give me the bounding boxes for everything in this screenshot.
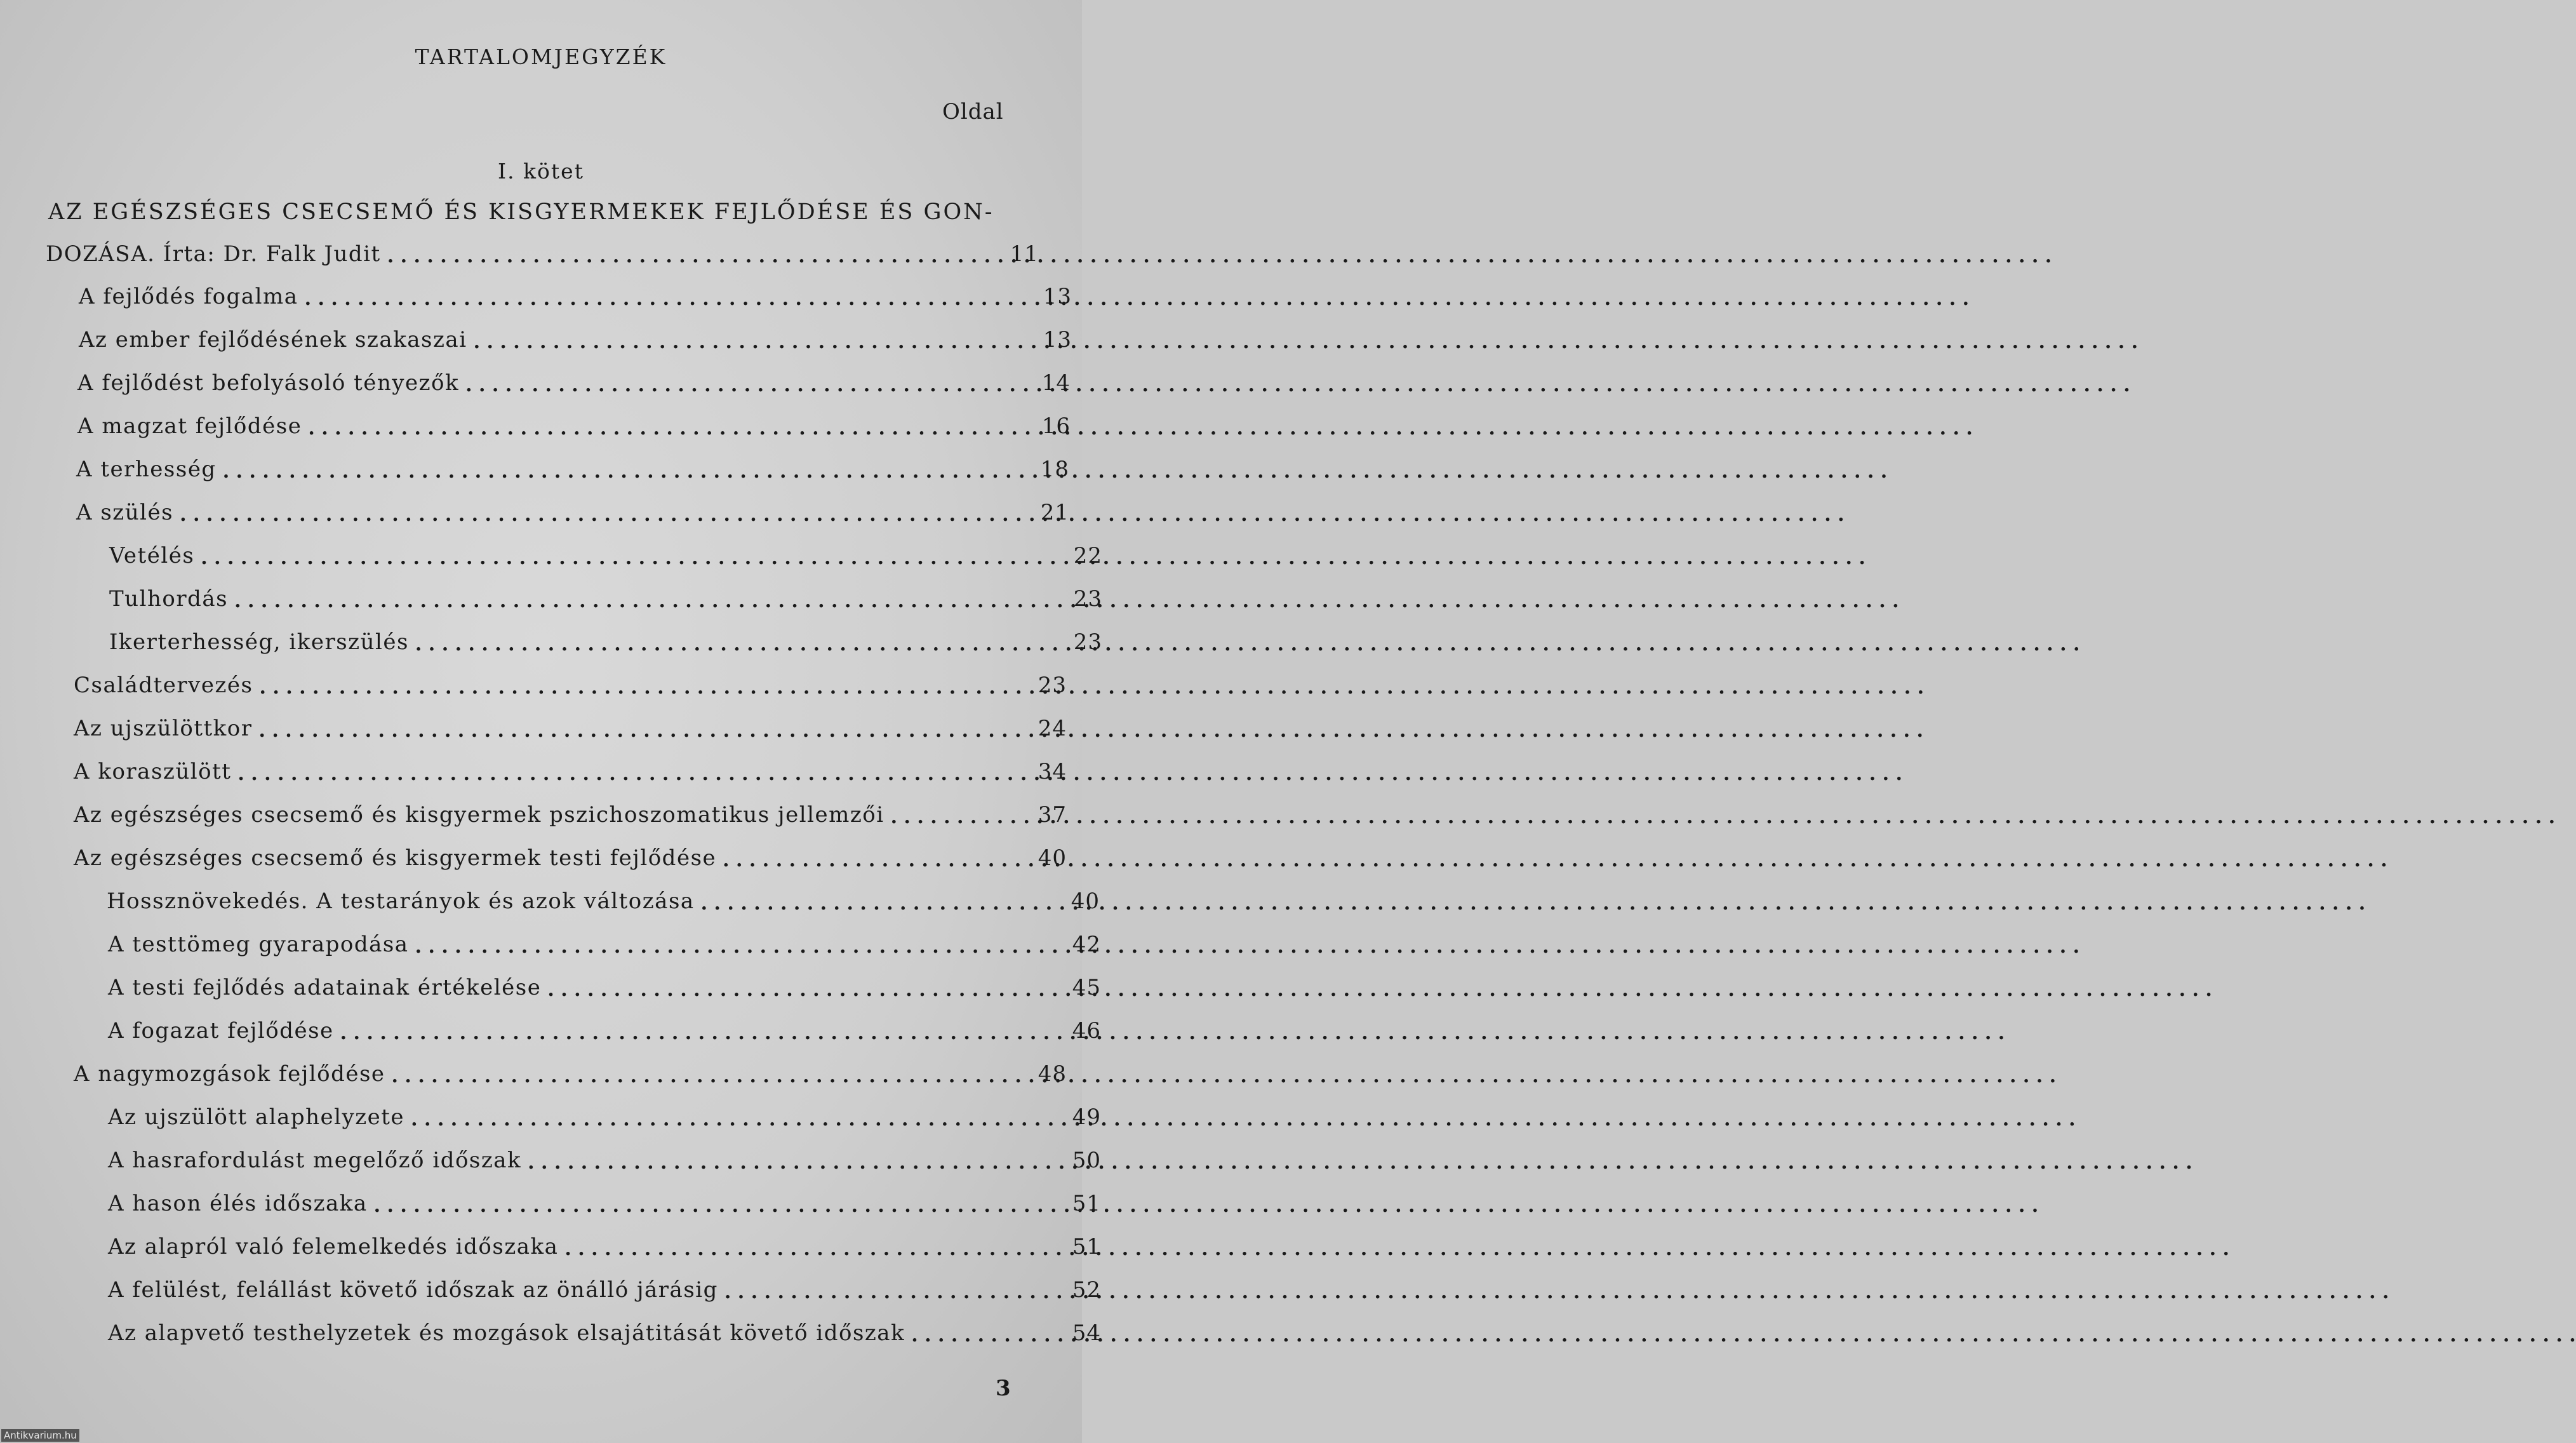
toc-entry-title: A testtömeg gyarapodása: [108, 932, 409, 957]
toc-entry-page: 23: [1073, 629, 1102, 655]
toc-entry-page: 54: [1072, 1320, 1101, 1346]
table-of-contents: [0, 0, 1102, 1443]
toc-entry-title: Tulhordás: [109, 586, 229, 612]
toc-entry-page: 51: [1072, 1234, 1101, 1259]
toc-entry: [74, 1061, 1067, 1091]
toc-entry: [74, 845, 1067, 875]
leader-dots: [564, 1235, 2229, 1261]
toc-entry-title: A szülés: [76, 500, 174, 525]
toc-entry-title: A testi fejlődés adatainak értékelése: [108, 975, 542, 1000]
toc-entry-page: 16: [1041, 413, 1071, 439]
toc-entry: [109, 629, 1102, 659]
toc-entry: [74, 759, 1067, 788]
toc-entry-page: 42: [1072, 932, 1101, 957]
toc-entry-title: Az ujszülött alaphelyzete: [108, 1104, 405, 1130]
leader-dots: [415, 933, 2080, 958]
toc-entry-title: A fejlődés fogalma: [79, 284, 298, 309]
toc-entry-title: Az alapvető testhelyzetek és mozgások elsajátitását követő időszak: [108, 1320, 905, 1346]
toc-entry-title: Az egészséges csecsemő és kisgyermek pszichoszomatikus jellemzői: [74, 802, 884, 828]
volume-label: I. kötet: [498, 159, 584, 184]
leader-dots: [260, 674, 1925, 699]
toc-entry: [46, 241, 1039, 271]
leader-dots: [237, 760, 1902, 786]
toc-entry-title: Az egészséges csecsemő és kisgyermek testi fejlődése: [74, 845, 717, 871]
toc-entry-page: 11: [1010, 241, 1039, 267]
leader-dots: [701, 890, 2366, 915]
toc-entry: [108, 932, 1101, 961]
leader-dots: [308, 415, 1973, 440]
toc-entry: [74, 802, 1067, 831]
toc-entry-page: 23: [1038, 673, 1067, 698]
toc-entry-title: Hossznövekedés. A testarányok és azok változása: [107, 889, 695, 914]
leader-dots: [891, 803, 2556, 829]
toc-entry-page: 22: [1073, 543, 1102, 568]
toc-entry-title: Vetélés: [109, 543, 195, 568]
toc-entry-page: 23: [1073, 586, 1102, 612]
leader-dots: [723, 847, 2387, 872]
toc-entry: [76, 457, 1069, 486]
leader-dots: [465, 372, 2130, 397]
toc-entry-page: 52: [1072, 1277, 1101, 1303]
leader-dots: [724, 1279, 2389, 1304]
watermark: Antikvarium.hu: [1, 1429, 79, 1442]
toc-entry: [108, 1234, 1101, 1263]
toc-entry-title: A magzat fejlődése: [77, 413, 302, 439]
leader-dots: [340, 1019, 2005, 1045]
toc-entry: [108, 1018, 1101, 1047]
page-number: 3: [996, 1376, 1011, 1401]
leader-dots: [258, 717, 1923, 742]
toc-entry-title: A fogazat fejlődése: [108, 1018, 334, 1044]
toc-entry: [76, 500, 1069, 529]
toc-entry: [108, 1191, 1101, 1220]
toc-entry-title: Családtervezés: [74, 673, 253, 698]
toc-entry: [108, 1320, 1101, 1350]
leader-dots: [387, 243, 2052, 268]
book-page: [0, 0, 1102, 1443]
toc-entry-page: 21: [1040, 500, 1069, 525]
toc-entry-title: Az ember fejlődésének szakaszai: [79, 327, 467, 352]
page-column-label: Oldal: [942, 99, 1004, 124]
leader-dots: [528, 1149, 2192, 1174]
toc-entry-title: A terhesség: [76, 457, 217, 482]
toc-entry-page: 34: [1038, 759, 1067, 784]
toc-entry: [77, 370, 1071, 399]
toc-entry-page: 46: [1072, 1018, 1101, 1044]
toc-entry-title: A hasrafordulást megelőző időszak: [108, 1148, 522, 1173]
toc-entry-page: 40: [1038, 845, 1067, 871]
toc-entry-page: 51: [1072, 1191, 1101, 1216]
leader-dots: [374, 1192, 2039, 1218]
toc-entry-title: Ikerterhesség, ikerszülés: [109, 629, 409, 655]
toc-entry: [77, 413, 1071, 443]
toc-entry-title: A hason élés időszaka: [108, 1191, 368, 1216]
toc-entry-title: A fejlődést befolyásoló tényezők: [77, 370, 460, 396]
toc-entry-page: 48: [1038, 1061, 1067, 1087]
toc-entry-page: 50: [1072, 1148, 1101, 1173]
toc-entry-title: A koraszülött: [74, 759, 232, 784]
toc-entry-title: A felülést, felállást követő időszak az önálló járásig: [108, 1277, 718, 1303]
toc-entry-title: A nagymozgások fejlődése: [74, 1061, 385, 1087]
toc-entry-page: 14: [1041, 370, 1071, 396]
toc-entry: [108, 1277, 1101, 1306]
leader-dots: [547, 976, 2212, 1002]
toc-entry-page: 24: [1038, 716, 1067, 741]
leader-dots: [305, 285, 1970, 311]
toc-entry: [109, 543, 1102, 572]
toc-entry: [74, 673, 1067, 702]
toc-entry: [74, 716, 1067, 745]
toc-entry: [79, 284, 1072, 313]
toc-entry-page: 18: [1040, 457, 1069, 482]
page-title: TARTALOMJEGYZÉK: [415, 44, 667, 69]
leader-dots: [474, 328, 2139, 354]
leader-dots: [911, 1322, 2576, 1347]
section-title: AZ EGÉSZSÉGES CSECSEMŐ ÉS KISGYERMEKEK FEJLŐDÉSE ÉS GON-: [48, 199, 994, 225]
leader-dots: [411, 1106, 2076, 1131]
toc-entry: [109, 586, 1102, 615]
toc-entry-page: 40: [1071, 889, 1100, 914]
toc-entry-title: Az ujszülöttkor: [74, 716, 253, 741]
toc-entry-title: DOZÁSA. Írta: Dr. Falk Judit: [46, 241, 381, 267]
toc-entry-page: 37: [1038, 802, 1067, 828]
toc-entry-page: 45: [1072, 975, 1101, 1000]
toc-entry: [108, 1148, 1101, 1177]
toc-entry-page: 13: [1043, 284, 1072, 309]
toc-entry: [79, 327, 1072, 356]
toc-entry: [107, 889, 1100, 918]
toc-entry: [108, 1104, 1101, 1134]
leader-dots: [201, 544, 1865, 570]
toc-entry-title: Az alapról való felemelkedés időszaka: [108, 1234, 559, 1259]
toc-entry: [108, 975, 1101, 1004]
leader-dots: [392, 1063, 2057, 1088]
leader-dots: [415, 631, 2080, 656]
toc-entry-page: 13: [1043, 327, 1072, 352]
toc-entry-page: 49: [1072, 1104, 1101, 1130]
